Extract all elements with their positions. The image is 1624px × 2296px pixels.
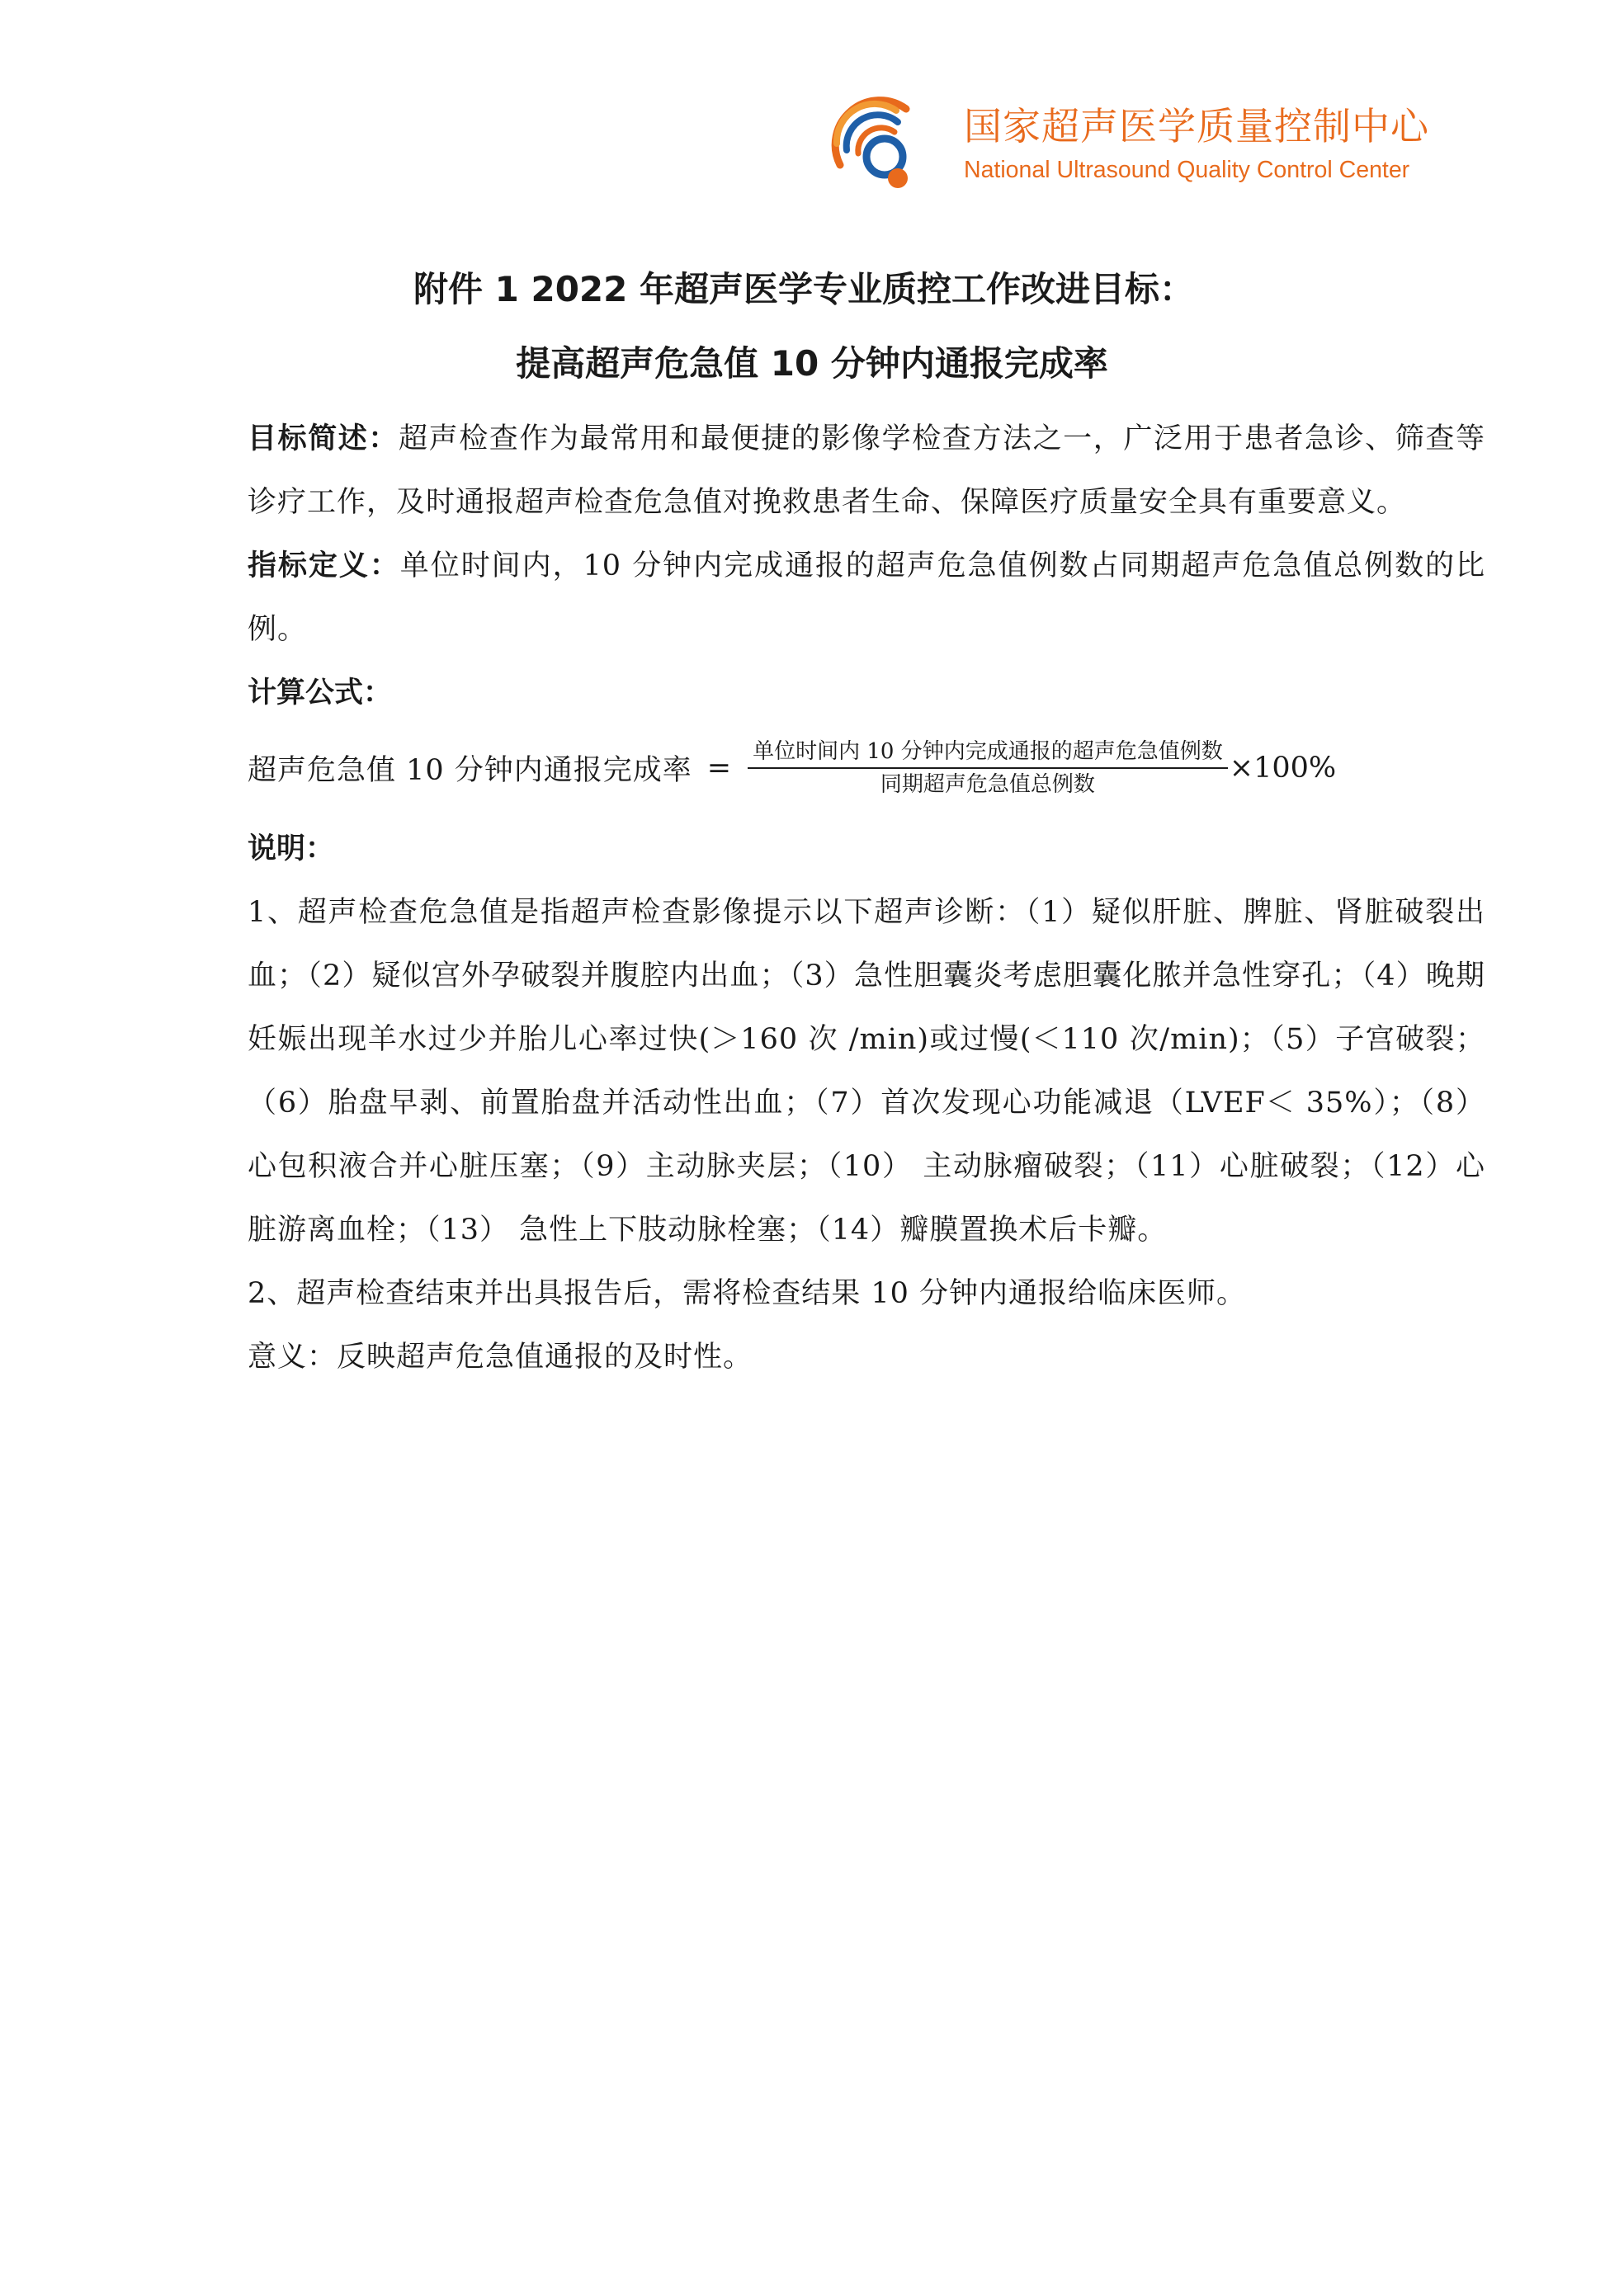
- definition-paragraph: [248, 535, 1485, 662]
- note-item-2: 2、超声检查结束并出具报告后，需将检查结果 10 分钟内通报给临床医师。: [248, 1277, 1247, 1310]
- goal-label: 目标简述：: [248, 422, 399, 455]
- definition-text: 单位时间内，10 分钟内完成通报的超声危急值例数占同期超声危急值总例数的比例。: [248, 549, 1485, 646]
- ultrasound-qc-logo-icon: [825, 92, 924, 196]
- page-title: 附件 1 2022 年超声医学专业质控工作改进目标：: [413, 269, 1194, 309]
- notes-label: 说明：: [248, 832, 335, 865]
- significance: 意义：反映超声危急值通报的及时性。: [248, 1341, 753, 1374]
- document-body: [248, 408, 1485, 1389]
- formula-multiplier: ×100%: [1229, 752, 1337, 785]
- definition-label: 指标定义：: [248, 549, 400, 582]
- formula-numerator: 单位时间内 10 分钟内完成通报的超声危急值例数: [748, 736, 1228, 769]
- note-item-1: 1、超声检查危急值是指超声检查影像提示以下超声诊断：（1）疑似肝脏、脾脏、肾脏破裂出血；（2）疑似宫外孕破裂并腹腔内出血；（3）急性胆囊炎考虑胆囊化脓并急性穿孔；（4）晚期妊娠出现羊水过少并胎儿心率过快(＞160 次 /min)或过慢(＜110 次/min)；（5）子宫破裂；（6）胎盘早剥、前置胎盘并活动性出血；（7）首次发现心功能减退（LVEF＜ 35%）；（8）心包积液合并心脏压塞；（9）主动脉夹层；（10） 主动脉瘤破裂；（11）心脏破裂；（12）心脏游离血栓；（13） 急性上下肢动脉栓塞；（14）瓣膜置换术后卡瓣。: [248, 896, 1485, 1247]
- formula-equals: =: [706, 752, 732, 785]
- formula-label: 计算公式：: [248, 677, 393, 710]
- formula: [248, 727, 1485, 809]
- page-subtitle: 提高超声危急值 10 分钟内通报完成率: [516, 343, 1108, 384]
- goal-paragraph: [248, 408, 1485, 535]
- org-name-cn: 国家超声医学质量控制中心: [964, 104, 1429, 149]
- formula-lhs: 超声危急值 10 分钟内通报完成率: [248, 754, 692, 787]
- goal-text: 超声检查作为最常用和最便捷的影像学检查方法之一，广泛用于患者急诊、筛查等诊疗工作，及时通报超声检查危急值对挽救患者生命、保障医疗质量安全具有重要意义。: [248, 422, 1485, 519]
- org-name-en: National Ultrasound Quality Control Center: [964, 157, 1410, 183]
- formula-denominator: 同期超声危急值总例数: [880, 772, 1095, 797]
- formula-fraction: [748, 736, 1228, 800]
- header-logo: [825, 92, 1452, 200]
